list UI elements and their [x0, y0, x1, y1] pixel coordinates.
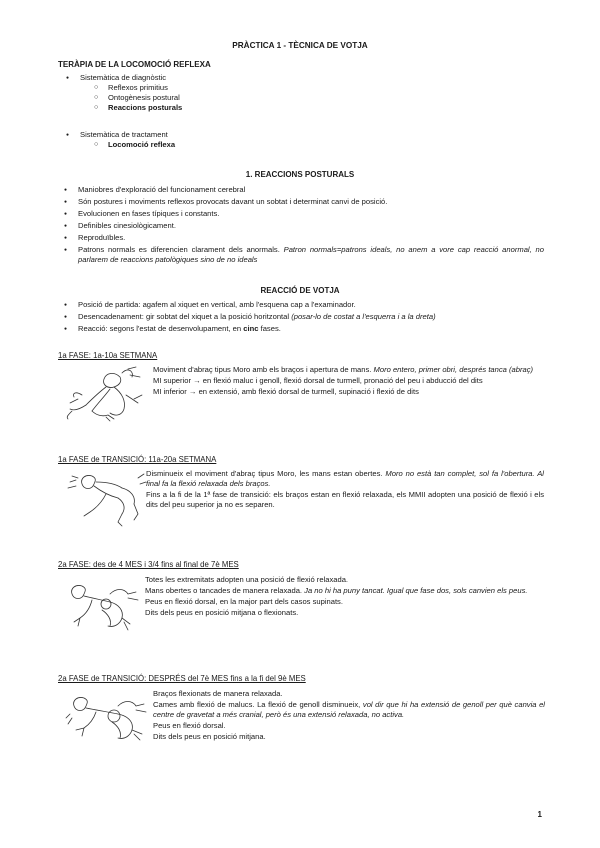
phase4-heading: 2a FASE de TRANSICIÓ: DESPRÉS del 7è MES fins a la fi del 9è MES: [58, 674, 306, 683]
section1-list: [64, 185, 544, 267]
phase1-heading: 1a FASE: 1a-10a SETMANA: [58, 351, 158, 360]
phase4-description: Braços flexionats de manera relaxada. Cames amb flexió de malucs. La flexió de genoll disminueix, vol dir que hi ha extensió de genoll per què canvia el centre de gravetat a més cranial, però és una extensió relaxada, no activa. Peus en flexió dorsal. Dits dels peus en posició mitjana.: [153, 689, 545, 742]
infant-transition-illustration: [62, 468, 148, 530]
list-item: ○ Ontogènesis postural: [94, 93, 182, 103]
list-item: ● Definibles cinesiològicament.: [64, 221, 544, 231]
phase3-description: Totes les extremitats adopten una posició de flexió relaxada. Mans obertes o tancades de manera relaxada. Ja no hi ha puny tancat. Igual que fase dos, sols canvien els peus. Peus en flexió dorsal, en la major part dels casos supinats. Dits dels peus en posició mitjana o flexionats.: [145, 575, 528, 618]
list-item: ● Desencadenament: gir sobtat del xiquet a la posició horitzontal (posar-lo de costat a l'esquerra i a la dreta): [64, 312, 544, 322]
list-item: ● Patrons normals es diferencien clarament dels anormals. Patron normals=patrons ideals, no anem a vore cap reacció anormal, no parlarem de reaccions patològiques sino de no ideals: [64, 245, 544, 265]
phase3-heading: 2a FASE: des de 4 MES i 3/4 fins al final de 7è MES: [58, 560, 239, 569]
list-item: ● Reproduïbles.: [64, 233, 544, 243]
phase2-description: Disminueix el moviment d'abraç tipus Moro, les mans estan obertes. Moro no està tan complet, sol fa l'obertura. Al final fa la flexió relaxada dels braços. Fins a la fi de la 1ª fase de transició: els braços estan en flexió relaxada, els MMII adopten una posició de flexió i els dits del peu superior ja no es separen.: [146, 469, 544, 510]
infant-reflex-illustration: [62, 365, 150, 423]
infant-phase4-illustration: [62, 688, 152, 744]
phase2-heading: 1a FASE de TRANSICIÓ: 11a-20a SETMANA: [58, 455, 217, 464]
tract-sublist: [80, 140, 175, 150]
outline-list-treatment: [66, 130, 175, 150]
section-heading-votja: REACCIÓ DE VOTJA: [260, 286, 340, 295]
list-item: ○ Locomoció reflexa: [94, 140, 175, 150]
list-item: ○ Reflexos primitius: [94, 83, 182, 93]
outline-list: [66, 73, 182, 113]
section-heading-reaccions: 1. REACCIONS POSTURALS: [245, 170, 355, 179]
phase1-description: Moviment d'abraç tipus Moro amb els braços i apertura de mans. Moro entero, primer obri, després tanca (abraç) MI superior → en flexió maluc i genoll, flexió dorsal de turmell, pronació del peu i abducció del dits MI inferior → en extensió, amb flexió dorsal de turmell, supinació i flexió de dits: [153, 365, 534, 397]
diag-sublist: [80, 83, 182, 113]
list-item: ● Són postures i moviments reflexos provocats davant un sobtat i determinat canvi de posició.: [64, 197, 544, 207]
outline-item-diagnostic: ● Sistemàtica de diagnòstic ○ Reflexos primitius ○ Ontogènesis postural ○ Reaccions posturals: [66, 73, 182, 113]
subtitle: TERÀPIA DE LA LOCOMOCIÓ REFLEXA: [58, 60, 211, 69]
list-item: ○ Reaccions posturals: [94, 103, 182, 113]
page-title: PRÀCTICA 1 - TÈCNICA DE VOTJA: [232, 41, 368, 50]
list-item: ● Maniobres d'exploració del funcionament cerebral: [64, 185, 544, 195]
page-number: 1: [537, 810, 542, 819]
list-item: ● Reacció: segons l'estat de desenvolupament, en cinc fases.: [64, 324, 544, 334]
section2-list: [64, 300, 544, 336]
infant-phase3-illustration: [62, 574, 144, 634]
list-item: ● Posició de partida: agafem al xiquet en vertical, amb l'esquena cap a l'examinador.: [64, 300, 544, 310]
list-item: ● Evolucionen en fases típiques i constants.: [64, 209, 544, 219]
outline-item-treatment: ● Sistemàtica de tractament ○ Locomoció reflexa: [66, 130, 175, 150]
